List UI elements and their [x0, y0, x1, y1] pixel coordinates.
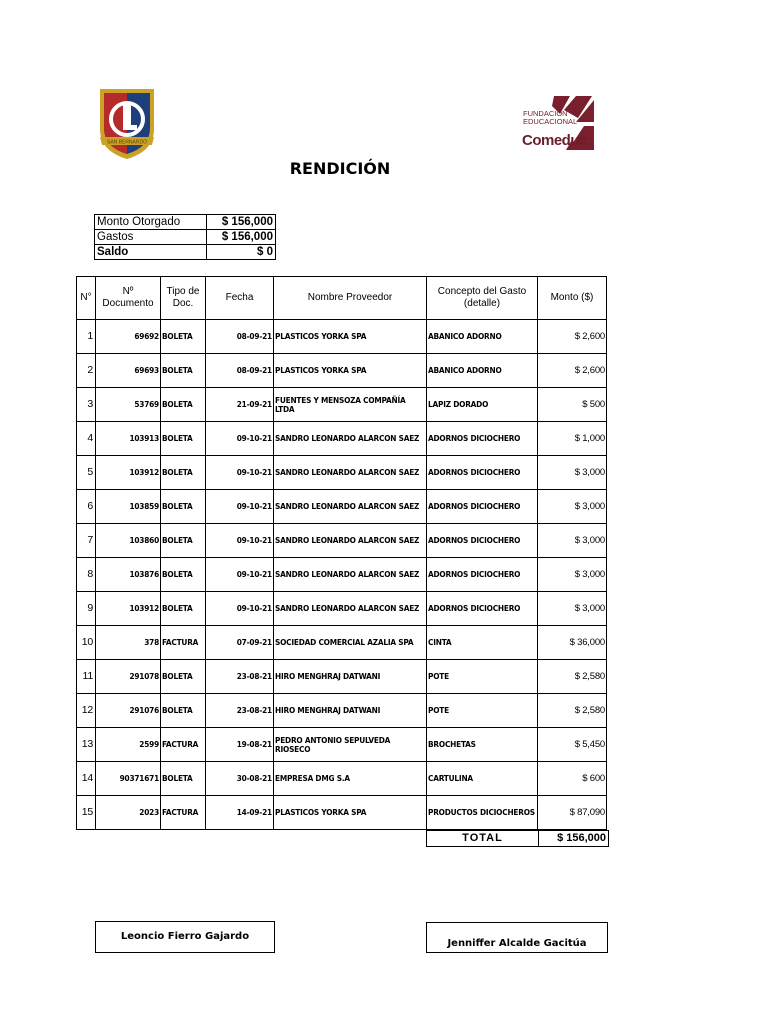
summary-label: Gastos [95, 230, 207, 245]
row-monto: $ 2,580 [538, 660, 607, 694]
summary-value: $ 0 [207, 245, 276, 260]
row-tipo: BOLETA [161, 558, 206, 592]
row-fecha: 09-10-21 [206, 558, 274, 592]
row-concepto: ADORNOS DICIOCHERO [427, 490, 538, 524]
summary-row [95, 230, 276, 245]
table-row [77, 456, 607, 490]
row-fecha: 09-10-21 [206, 422, 274, 456]
signature-box-left: Leoncio Fierro Gajardo [95, 921, 275, 953]
row-proveedor: SOCIEDAD COMERCIAL AZALIA SPA [274, 626, 427, 660]
col-header-fecha: Fecha [206, 277, 274, 320]
row-number: 15 [77, 796, 96, 830]
row-documento: 103912 [96, 592, 161, 626]
row-monto: $ 3,000 [538, 456, 607, 490]
row-documento: 378 [96, 626, 161, 660]
table-row [77, 796, 607, 830]
summary-row [95, 245, 276, 260]
comeduc-brand: Comeduc [522, 132, 587, 149]
row-fecha: 09-10-21 [206, 490, 274, 524]
row-concepto: ADORNOS DICIOCHERO [427, 422, 538, 456]
col-header-monto: Monto ($) [538, 277, 607, 320]
row-concepto: ABANICO ADORNO [427, 320, 538, 354]
row-concepto: ADORNOS DICIOCHERO [427, 456, 538, 490]
col-header-concepto: Concepto del Gasto (detalle) [427, 277, 538, 320]
row-concepto: ADORNOS DICIOCHERO [427, 558, 538, 592]
row-number: 14 [77, 762, 96, 796]
row-proveedor: SANDRO LEONARDO ALARCON SAEZ [274, 524, 427, 558]
row-concepto: POTE [427, 660, 538, 694]
total-table [426, 830, 609, 847]
table-row [77, 728, 607, 762]
row-proveedor: HIRO MENGHRAJ DATWANI [274, 660, 427, 694]
row-fecha: 09-10-21 [206, 524, 274, 558]
row-concepto: LAPIZ DORADO [427, 388, 538, 422]
summary-label: Saldo [95, 245, 207, 260]
row-concepto: POTE [427, 694, 538, 728]
table-row [77, 422, 607, 456]
row-monto: $ 3,000 [538, 558, 607, 592]
row-concepto: CARTULINA [427, 762, 538, 796]
summary-row [95, 215, 276, 230]
row-fecha: 14-09-21 [206, 796, 274, 830]
row-tipo: BOLETA [161, 660, 206, 694]
row-monto: $ 2,580 [538, 694, 607, 728]
row-proveedor: PEDRO ANTONIO SEPULVEDA RIOSECO [274, 728, 427, 762]
row-concepto: ADORNOS DICIOCHERO [427, 524, 538, 558]
row-concepto: BROCHETAS [427, 728, 538, 762]
row-monto: $ 5,450 [538, 728, 607, 762]
table-row [77, 660, 607, 694]
row-number: 2 [77, 354, 96, 388]
row-monto: $ 1,000 [538, 422, 607, 456]
row-proveedor: EMPRESA DMG S.A [274, 762, 427, 796]
row-number: 1 [77, 320, 96, 354]
row-tipo: BOLETA [161, 524, 206, 558]
row-number: 10 [77, 626, 96, 660]
table-row [77, 694, 607, 728]
row-proveedor: SANDRO LEONARDO ALARCON SAEZ [274, 592, 427, 626]
total-value: $ 156,000 [539, 831, 609, 847]
table-row [77, 626, 607, 660]
row-documento: 2599 [96, 728, 161, 762]
row-monto: $ 2,600 [538, 320, 607, 354]
row-number: 9 [77, 592, 96, 626]
row-tipo: BOLETA [161, 592, 206, 626]
row-fecha: 23-08-21 [206, 660, 274, 694]
row-tipo: FACTURA [161, 626, 206, 660]
row-documento: 2023 [96, 796, 161, 830]
col-header-documento: Nº Documento [96, 277, 161, 320]
row-tipo: FACTURA [161, 796, 206, 830]
table-row [77, 320, 607, 354]
row-number: 8 [77, 558, 96, 592]
row-documento: 103876 [96, 558, 161, 592]
row-documento: 69693 [96, 354, 161, 388]
summary-label: Monto Otorgado [95, 215, 207, 230]
row-tipo: BOLETA [161, 694, 206, 728]
row-proveedor: PLASTICOS YORKA SPA [274, 320, 427, 354]
row-concepto: CINTA [427, 626, 538, 660]
row-monto: $ 3,000 [538, 490, 607, 524]
row-fecha: 08-09-21 [206, 320, 274, 354]
row-documento: 103913 [96, 422, 161, 456]
col-header-tipo: Tipo de Doc. [161, 277, 206, 320]
signature-box-right: Jenniffer Alcalde Gacitúa [426, 922, 608, 953]
row-number: 5 [77, 456, 96, 490]
row-number: 13 [77, 728, 96, 762]
row-proveedor: SANDRO LEONARDO ALARCON SAEZ [274, 490, 427, 524]
row-concepto: ADORNOS DICIOCHERO [427, 592, 538, 626]
row-proveedor: PLASTICOS YORKA SPA [274, 796, 427, 830]
row-documento: 103860 [96, 524, 161, 558]
page-title: RENDICIÓN [289, 159, 391, 178]
row-monto: $ 3,000 [538, 524, 607, 558]
table-row [77, 490, 607, 524]
row-monto: $ 2,600 [538, 354, 607, 388]
expense-table [76, 276, 607, 830]
row-proveedor: SANDRO LEONARDO ALARCON SAEZ [274, 422, 427, 456]
row-tipo: FACTURA [161, 728, 206, 762]
comeduc-fundacion-text: FUNDACIÓN EDUCACIONAL [523, 109, 578, 126]
row-proveedor: SANDRO LEONARDO ALARCON SAEZ [274, 456, 427, 490]
summary-value: $ 156,000 [207, 230, 276, 245]
row-number: 6 [77, 490, 96, 524]
row-proveedor: SANDRO LEONARDO ALARCON SAEZ [274, 558, 427, 592]
row-tipo: BOLETA [161, 490, 206, 524]
row-fecha: 21-09-21 [206, 388, 274, 422]
row-tipo: BOLETA [161, 456, 206, 490]
row-fecha: 08-09-21 [206, 354, 274, 388]
row-tipo: BOLETA [161, 422, 206, 456]
col-header-n: N° [77, 277, 96, 320]
school-crest-logo [96, 85, 158, 161]
summary-value: $ 156,000 [207, 215, 276, 230]
row-concepto: ABANICO ADORNO [427, 354, 538, 388]
row-proveedor: PLASTICOS YORKA SPA [274, 354, 427, 388]
comeduc-logo [520, 96, 596, 152]
row-fecha: 19-08-21 [206, 728, 274, 762]
total-label: TOTAL [427, 831, 539, 847]
row-documento: 103859 [96, 490, 161, 524]
row-monto: $ 600 [538, 762, 607, 796]
row-number: 11 [77, 660, 96, 694]
table-row [77, 354, 607, 388]
row-number: 4 [77, 422, 96, 456]
row-monto: $ 3,000 [538, 592, 607, 626]
table-row [77, 388, 607, 422]
row-fecha: 30-08-21 [206, 762, 274, 796]
crest-ribbon-text: SAN BERNARDO [106, 139, 148, 146]
table-row [77, 558, 607, 592]
row-tipo: BOLETA [161, 762, 206, 796]
table-row [77, 762, 607, 796]
row-fecha: 09-10-21 [206, 592, 274, 626]
row-number: 3 [77, 388, 96, 422]
row-monto: $ 36,000 [538, 626, 607, 660]
row-monto: $ 87,090 [538, 796, 607, 830]
row-documento: 90371671 [96, 762, 161, 796]
col-header-proveedor: Nombre Proveedor [274, 277, 427, 320]
row-tipo: BOLETA [161, 388, 206, 422]
row-tipo: BOLETA [161, 320, 206, 354]
table-row [77, 524, 607, 558]
row-proveedor: FUENTES Y MENSOZA COMPAÑÍA LTDA [274, 388, 427, 422]
summary-table [94, 214, 276, 260]
row-fecha: 09-10-21 [206, 456, 274, 490]
table-header-row [77, 277, 607, 320]
row-number: 7 [77, 524, 96, 558]
row-documento: 103912 [96, 456, 161, 490]
row-documento: 53769 [96, 388, 161, 422]
row-fecha: 23-08-21 [206, 694, 274, 728]
row-tipo: BOLETA [161, 354, 206, 388]
row-proveedor: HIRO MENGHRAJ DATWANI [274, 694, 427, 728]
row-documento: 291076 [96, 694, 161, 728]
table-row [77, 592, 607, 626]
row-documento: 69692 [96, 320, 161, 354]
row-concepto: PRODUCTOS DICIOCHEROS [427, 796, 538, 830]
row-documento: 291078 [96, 660, 161, 694]
row-fecha: 07-09-21 [206, 626, 274, 660]
row-monto: $ 500 [538, 388, 607, 422]
row-number: 12 [77, 694, 96, 728]
